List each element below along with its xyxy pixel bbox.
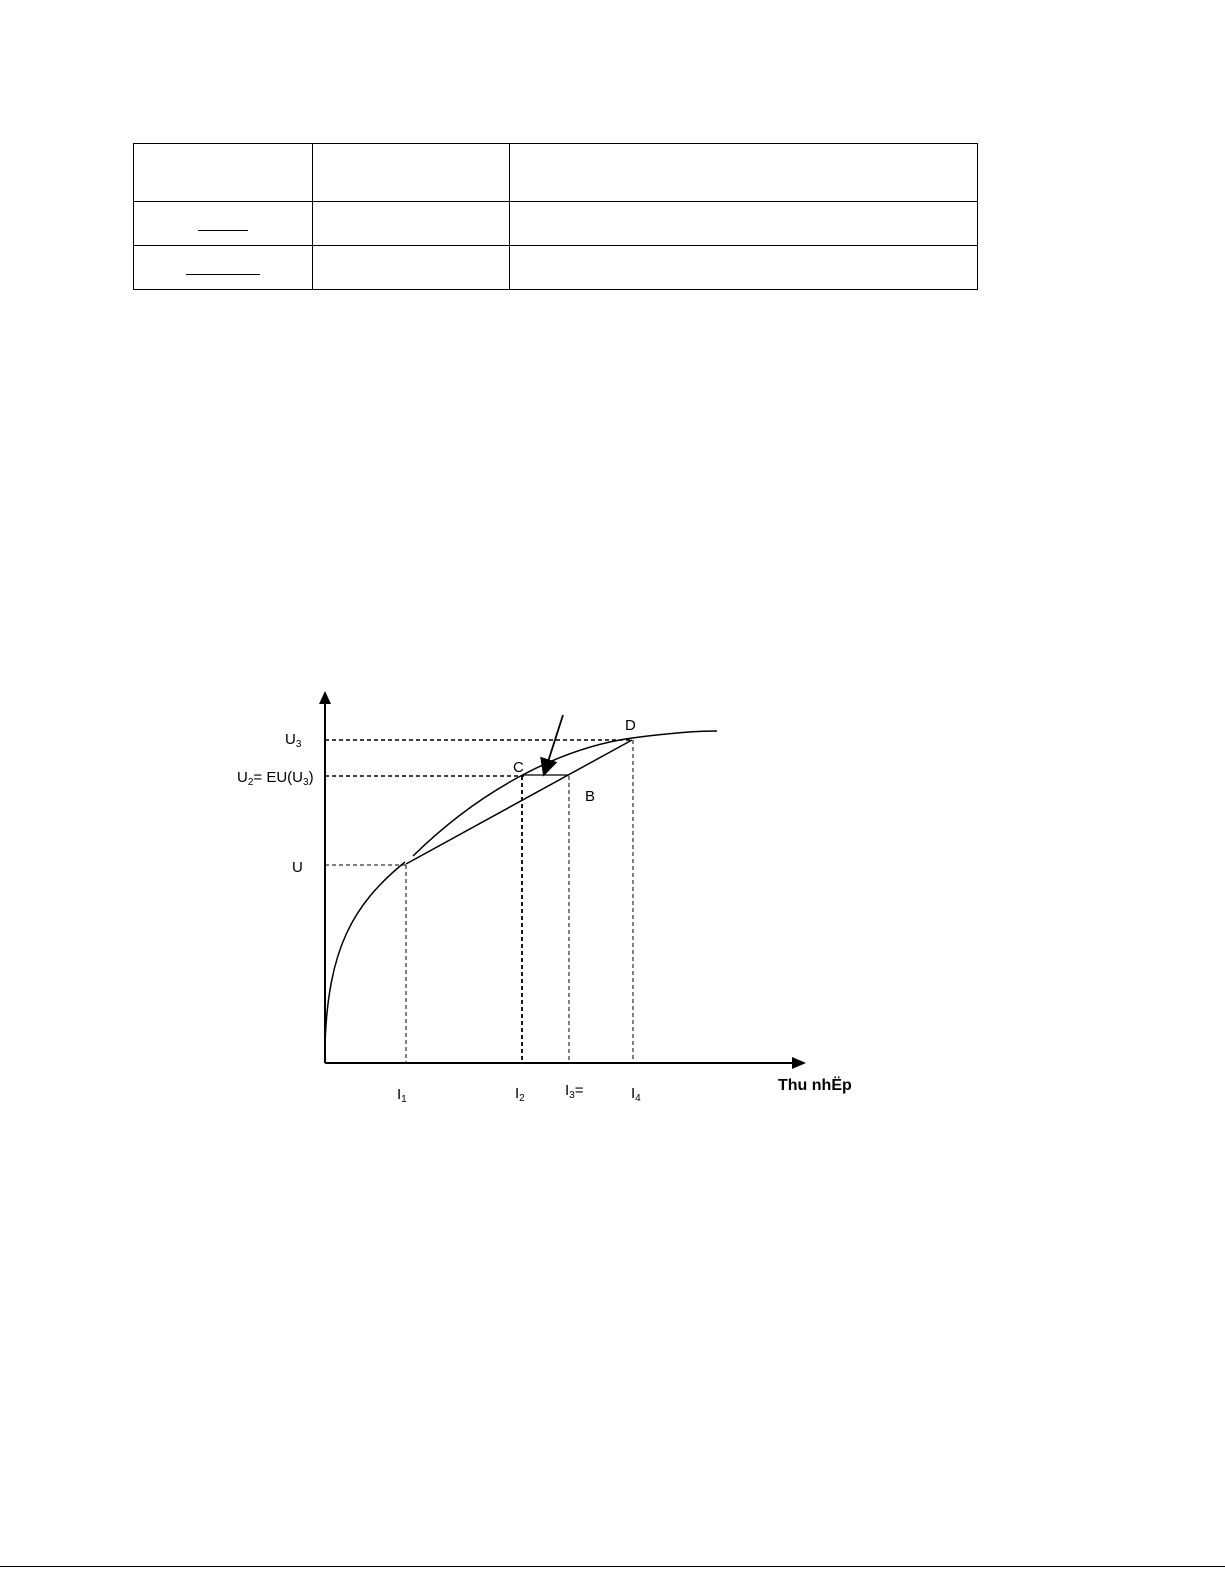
- point-d-label: B: [585, 788, 596, 805]
- x-axis-arrow-icon: [792, 1057, 806, 1069]
- point-c-label: C: [513, 759, 524, 776]
- x-tick-i2: $I_2$: [515, 1085, 525, 1104]
- page-bottom-rule: [0, 1566, 1225, 1567]
- point-b-label: D: [625, 717, 636, 734]
- x-tick-i3: $I_3=$: [565, 1082, 584, 1101]
- y-axis-arrow-icon: [319, 691, 331, 704]
- x-tick-i4: $I_4$: [631, 1085, 641, 1104]
- x-tick-i1: $I_1$: [397, 1086, 407, 1105]
- utility-curve: [325, 731, 717, 1045]
- y-tick-u3: $U_3$: [285, 731, 302, 750]
- y-tick-u2: $U_2= EU(U_3)$: [237, 769, 314, 788]
- y-tick-u: U: [292, 859, 303, 876]
- x-axis-title: Thu nhËp: [778, 1077, 852, 1094]
